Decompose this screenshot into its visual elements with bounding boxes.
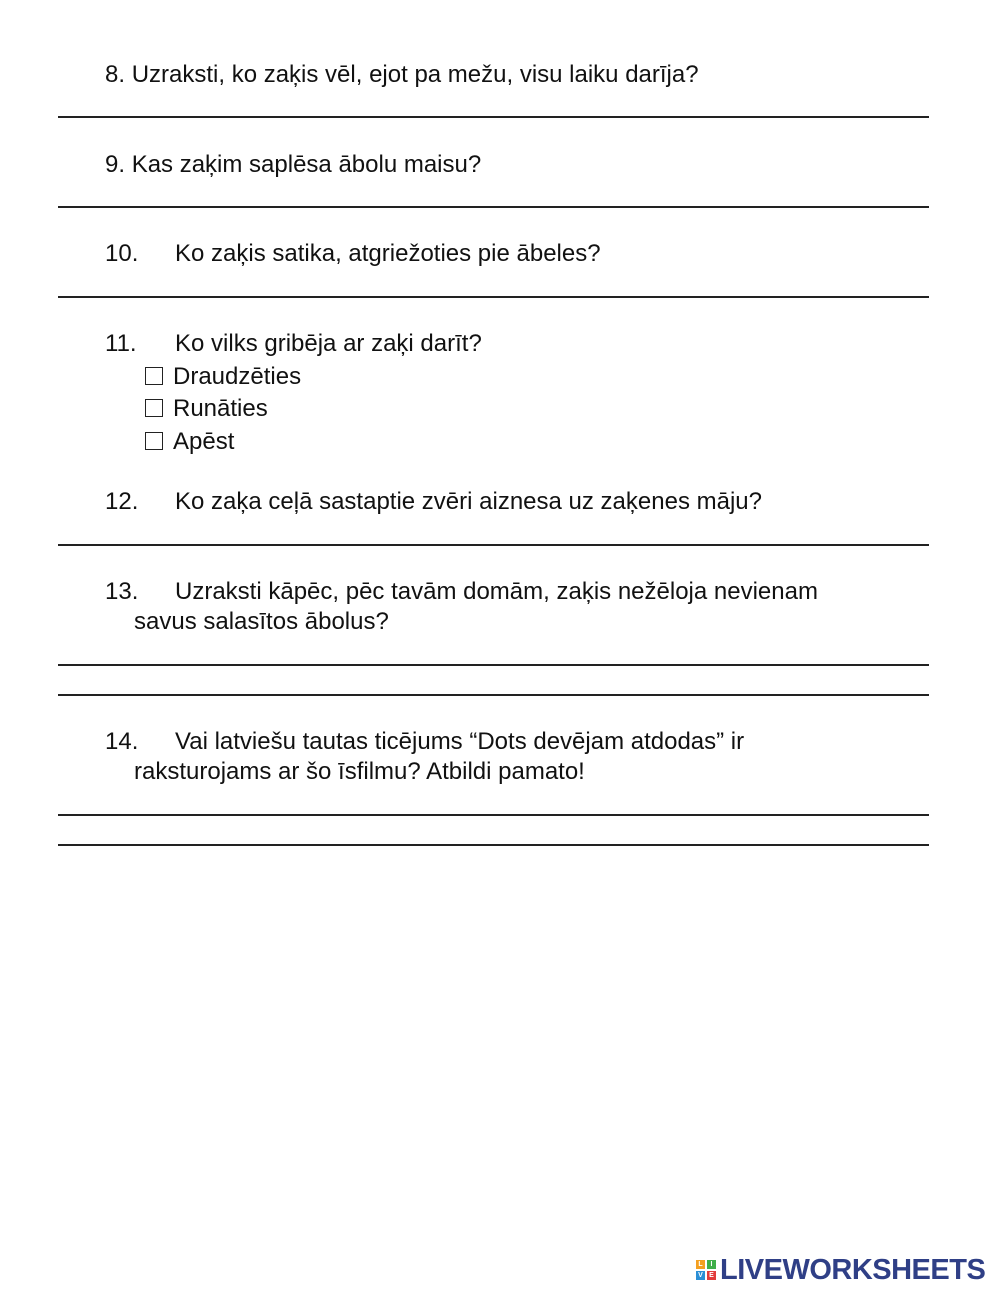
checkbox[interactable]	[145, 367, 163, 385]
answer-line[interactable]	[58, 814, 929, 816]
question-text: Kas zaķim saplēsa ābolu maisu?	[131, 151, 482, 178]
question-number: 13.	[105, 578, 139, 605]
option-label: Apēst	[173, 428, 235, 455]
question-8	[105, 60, 699, 90]
logo-cell: E	[707, 1271, 716, 1280]
logo-cell: I	[707, 1260, 716, 1269]
question-11	[105, 329, 482, 359]
answer-line[interactable]	[58, 544, 929, 546]
liveworksheets-logo	[696, 1253, 985, 1287]
answer-line[interactable]	[58, 844, 929, 846]
question-text: Ko zaķa ceļā sastaptie zvēri aiznesa uz zaķenes māju?	[175, 488, 762, 515]
question-14	[105, 727, 744, 757]
question-text: Uzraksti kāpēc, pēc tavām domām, zaķis nežēloja nevienam	[175, 578, 818, 605]
logo-cell: V	[696, 1271, 705, 1280]
question-number: 11.	[105, 330, 137, 357]
option-runaties[interactable]	[145, 394, 268, 424]
question-text-line-2: raksturojams ar šo īsfilmu? Atbildi pamato!	[134, 758, 585, 785]
answer-line[interactable]	[58, 116, 929, 118]
answer-line[interactable]	[58, 296, 929, 298]
logo-icon	[696, 1260, 716, 1280]
question-text-line-2: savus salasītos ābolus?	[134, 608, 389, 635]
answer-line[interactable]	[58, 206, 929, 208]
option-label: Runāties	[173, 395, 268, 422]
question-number: 10.	[105, 240, 139, 267]
question-number: 8.	[105, 61, 126, 88]
option-draudzeties[interactable]	[145, 362, 301, 392]
question-number: 14.	[105, 728, 139, 755]
question-text: Vai latviešu tautas ticējums “Dots devējam atdodas” ir	[175, 728, 745, 755]
question-13	[105, 577, 818, 607]
checkbox[interactable]	[145, 399, 163, 417]
question-14-continuation	[134, 757, 585, 787]
question-13-continuation	[134, 607, 389, 637]
answer-line[interactable]	[58, 664, 929, 666]
checkbox[interactable]	[145, 432, 163, 450]
question-number: 12.	[105, 488, 139, 515]
question-12	[105, 487, 762, 517]
question-9	[105, 150, 481, 180]
option-apest[interactable]	[145, 427, 234, 457]
question-number: 9.	[105, 151, 126, 178]
question-10	[105, 239, 601, 269]
question-text: Ko zaķis satika, atgriežoties pie ābeles?	[175, 240, 601, 267]
logo-cell: L	[696, 1260, 705, 1269]
question-text: Ko vilks gribēja ar zaķi darīt?	[175, 330, 482, 357]
answer-line[interactable]	[58, 694, 929, 696]
question-text: Uzraksti, ko zaķis vēl, ejot pa mežu, visu laiku darīja?	[131, 61, 699, 88]
option-label: Draudzēties	[173, 363, 302, 390]
logo-text: LIVEWORKSHEETS	[720, 1253, 986, 1286]
